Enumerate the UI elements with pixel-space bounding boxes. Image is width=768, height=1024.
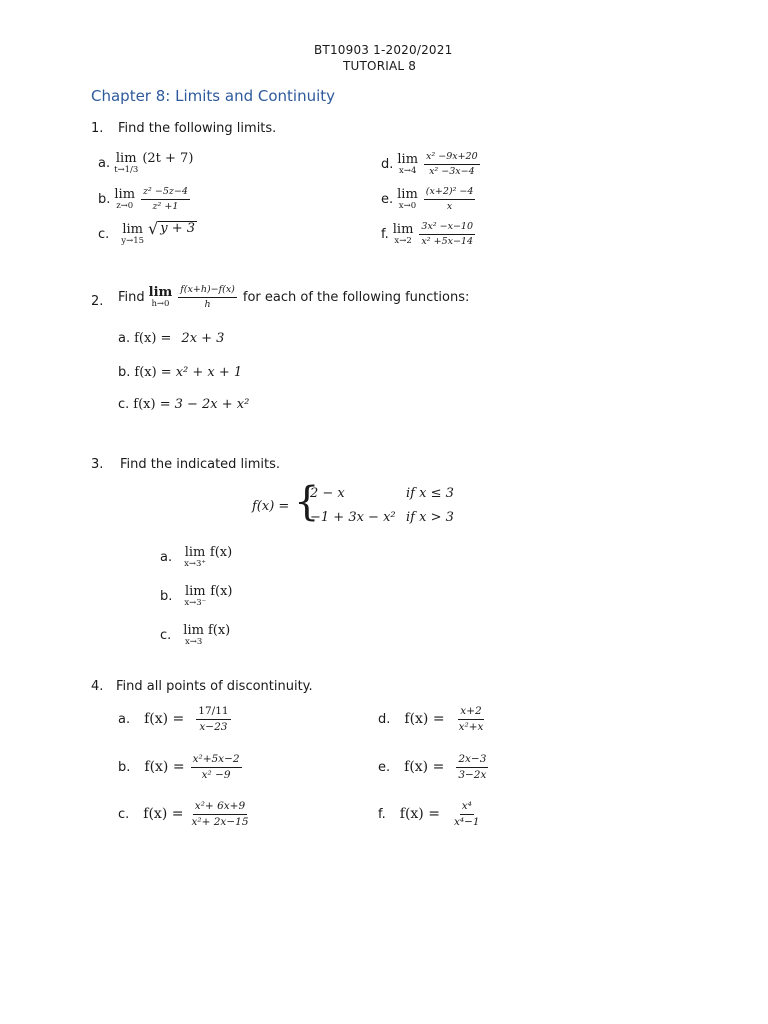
function-rhs: 2x + 3 xyxy=(181,331,225,346)
item-label: a. xyxy=(118,711,131,727)
limit-operator: lim x→4 xyxy=(397,151,419,176)
fraction: $\frac{\text{x²+ 6x+9}}{\text{x²+ 2x−15}}$ xyxy=(191,800,249,828)
piecewise-lhs: f(x) = xyxy=(252,499,290,514)
limit-expression: f(x) xyxy=(207,622,231,638)
function-lhs: f(x) = xyxy=(144,711,185,727)
piece-2: −1 + 3x − x² xyxy=(310,510,396,525)
item-label: d. xyxy=(378,711,391,727)
q3-item-c xyxy=(160,624,230,647)
piece-1: 2 − x xyxy=(310,486,345,501)
function-lhs: f(x) = xyxy=(399,806,440,822)
item-label: b. xyxy=(160,588,173,604)
function-lhs: f(x) = xyxy=(133,397,171,412)
limit-expression: (2t + 7) xyxy=(142,150,194,166)
q1-item-d xyxy=(381,152,482,176)
q4-item-a xyxy=(118,706,233,732)
function-rhs: 3 − 2x + x² xyxy=(174,397,250,412)
q2-statement xyxy=(118,285,469,309)
item-label: c. xyxy=(98,226,110,242)
limit-operator: lim x→2 xyxy=(392,221,414,246)
fraction: $\frac{\text{x² −9x+20}}{\text{x² −3x−4}}$ xyxy=(426,151,478,177)
q1-text: Find the following limits. xyxy=(118,121,277,136)
q3-item-b xyxy=(160,585,233,608)
function-lhs: f(x) = xyxy=(134,365,172,380)
item-label: a. xyxy=(118,331,131,346)
item-label: b. xyxy=(98,191,111,207)
q1-item-e xyxy=(381,187,477,211)
item-label: e. xyxy=(378,759,391,775)
q2-find: Find xyxy=(118,289,145,305)
function-lhs: f(x) = xyxy=(404,711,445,727)
q4-item-f xyxy=(378,801,484,827)
limit-operator: lim x→3 xyxy=(183,623,204,647)
limit-operator: lim h→0 xyxy=(148,284,173,309)
item-label: c. xyxy=(118,397,130,412)
fraction: $\frac{\text{z² −5z−4}}{\text{z² +1}}$ xyxy=(143,186,188,212)
q3-item-a xyxy=(160,546,232,569)
limit-operator: lim z→0 xyxy=(114,186,136,211)
limit-expression: f(x) xyxy=(210,583,233,599)
piecewise-function xyxy=(252,479,472,532)
q2-item-c xyxy=(118,397,249,412)
fraction: $\frac{x+2}{\text{x²+x}}$ xyxy=(458,705,484,733)
function-rhs: x² + x + 1 xyxy=(175,365,243,380)
limit-operator: lim x→3⁺ xyxy=(184,545,206,569)
difference-quotient: $\frac{f(x+h)-f(x)}{h}$ xyxy=(180,284,235,310)
q2-rest: for each of the following functions: xyxy=(242,289,470,305)
function-lhs: f(x) = xyxy=(134,331,172,346)
limit-operator: lim y→15 xyxy=(121,222,145,246)
function-lhs: f(x) = xyxy=(404,759,445,775)
item-label: b. xyxy=(118,759,131,775)
q3-text: Find the indicated limits. xyxy=(120,457,281,472)
q1-item-c xyxy=(98,219,197,246)
q2-number: 2. xyxy=(91,294,104,309)
fraction: $\frac{17/11}{x-23}$ xyxy=(198,705,229,733)
item-label: a. xyxy=(98,155,111,171)
q1-item-a xyxy=(98,152,193,175)
fraction: $\frac{\text{3x² −x−10}}{\text{x² +5x−14}}$ xyxy=(421,221,474,247)
left-brace: { xyxy=(294,479,320,525)
q4-item-d xyxy=(378,706,487,732)
course-code: BT10903 1-2020/2021 xyxy=(314,43,453,57)
item-label: c. xyxy=(160,627,172,643)
q1-item-b xyxy=(98,187,192,211)
tutorial-label: TUTORIAL 8 xyxy=(343,59,417,73)
q4-item-e xyxy=(378,754,490,780)
item-label: a. xyxy=(160,549,173,565)
q4-item-c xyxy=(118,801,253,827)
limit-operator: lim x→0 xyxy=(397,186,418,211)
q1-number: 1. xyxy=(91,121,104,136)
function-lhs: f(x) = xyxy=(143,806,184,822)
item-label: d. xyxy=(381,156,394,172)
chapter-title: Chapter 8: Limits and Continuity xyxy=(91,87,336,105)
condition-2: if x > 3 xyxy=(406,510,454,525)
limit-operator: lim x→3⁻ xyxy=(184,584,207,608)
q4-text: Find all points of discontinuity. xyxy=(116,679,313,694)
q4-item-b xyxy=(118,754,244,780)
condition-1: if x ≤ 3 xyxy=(406,486,454,501)
square-root: √ y + 3 xyxy=(148,219,196,239)
item-label: e. xyxy=(381,191,394,207)
fraction: $\frac{\text{x²+5x−2}}{\text{x² −9}}$ xyxy=(192,753,240,781)
fraction: $\frac{2x-3}{3-2x}$ xyxy=(458,753,487,781)
q4-number: 4. xyxy=(91,679,104,694)
q2-item-b xyxy=(118,365,242,380)
q1-item-f xyxy=(381,222,477,246)
q2-item-a xyxy=(118,331,224,346)
item-label: c. xyxy=(118,806,130,822)
function-lhs: f(x) = xyxy=(144,759,185,775)
q3-number: 3. xyxy=(91,457,104,472)
limit-expression: f(x) xyxy=(209,544,233,560)
item-label: f. xyxy=(381,226,389,242)
item-label: f. xyxy=(378,806,386,822)
item-label: b. xyxy=(118,365,131,380)
fraction: $\frac{\text{(x+2)² −4}}{x}$ xyxy=(425,186,474,212)
limit-operator: lim t→1/3 xyxy=(114,151,139,175)
fraction: $\frac{\text{x⁴}}{\text{x⁴−1}}$ xyxy=(453,800,480,828)
